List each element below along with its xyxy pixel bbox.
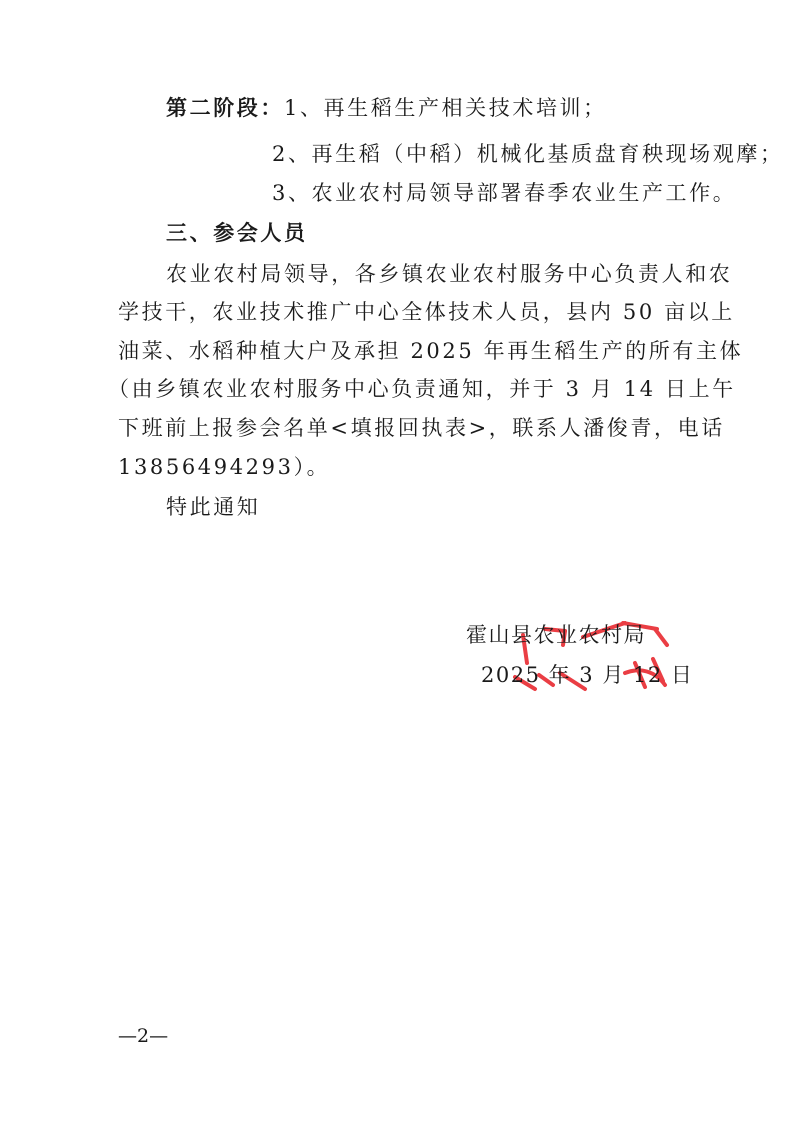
stage2-item2: 2、再生稻（中稻）机械化基质盘育秧现场观摩； — [272, 142, 784, 166]
paragraph-line: 油菜、水稻种植大户及承担 2025 年再生稻生产的所有主体 — [118, 339, 744, 363]
stage2-item1: 1、再生稻生产相关技术培训； — [284, 96, 607, 120]
page-number: —2— — [118, 1025, 169, 1047]
stage2-item1-line — [166, 93, 607, 123]
paragraph-line: 下班前上报参会名单<填报回执表>，联系人潘俊青，电话 — [118, 416, 725, 440]
section3-heading: 三、参会人员 — [166, 221, 308, 245]
signature-date: 2025 年 3 月 12 日 — [481, 663, 694, 687]
stage2-label: 第二阶段： — [166, 96, 284, 120]
paragraph-line: 13856494293）。 — [118, 455, 331, 479]
paragraph-line: 学技干，农业技术推广中心全体技术人员，县内 50 亩以上 — [118, 300, 735, 324]
stage2-item3: 3、农业农村局领导部署春季农业生产工作。 — [272, 181, 737, 205]
paragraph-line: （由乡镇农业农村服务中心负责通知，并于 3 月 14 日上午 — [108, 377, 736, 401]
signature-org: 霍山县农业农村局 — [466, 623, 646, 647]
paragraph-line: 农业农村局领导，各乡镇农业农村服务中心负责人和农 — [166, 262, 733, 286]
closing-text: 特此通知 — [166, 495, 261, 519]
